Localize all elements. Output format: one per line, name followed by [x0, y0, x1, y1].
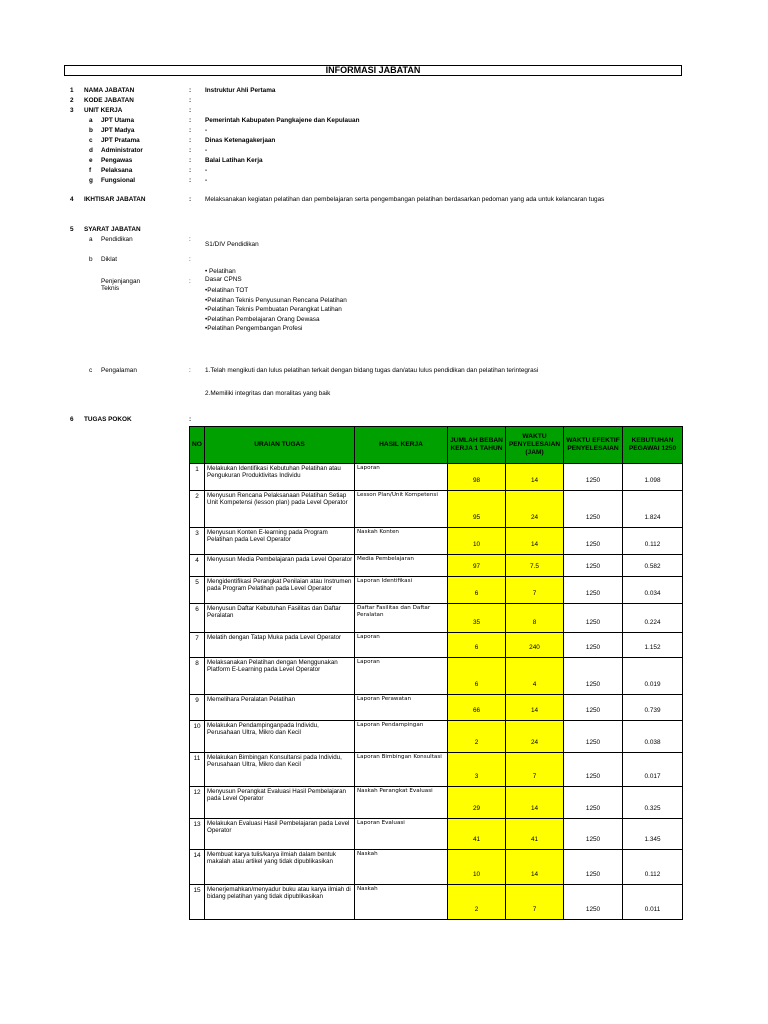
- cell-beban: 66: [448, 695, 506, 721]
- table-row: [190, 753, 683, 787]
- cell-uraian: Mengidentifikasi Perangkat Penilaian atau Instrumen pada Program Pelatihan pada Level Operator: [205, 577, 355, 604]
- unit-letter: a: [89, 117, 93, 124]
- field-num: 1: [70, 87, 74, 94]
- ikhtisar-num: 4: [70, 196, 74, 203]
- cell-waktu: 24: [506, 491, 564, 528]
- unit-label: Pelaksana: [101, 167, 133, 174]
- cell-efektif: 1250: [564, 528, 623, 555]
- cell-efektif: 1250: [564, 604, 623, 633]
- unit-letter: f: [89, 167, 92, 174]
- cell-kebutuhan: 0.011: [623, 885, 683, 920]
- field-value-nama-jabatan: Instruktur Ahli Pertama: [205, 87, 276, 94]
- teknis-label: Teknis: [101, 285, 120, 292]
- field-label-unit-kerja: UNIT KERJA: [84, 107, 123, 114]
- pendidikan-label: Pendidikan: [101, 236, 133, 243]
- unit-letter: g: [89, 177, 93, 184]
- teknis-item: •Pelatihan Teknis Penyusunan Rencana Pelatihan: [205, 296, 347, 304]
- cell-kebutuhan: 0.224: [623, 604, 683, 633]
- table-row: [190, 528, 683, 555]
- cell-efektif: 1250: [564, 555, 623, 577]
- cell-uraian: Memelihara Peralatan Pelatihan: [205, 695, 355, 721]
- colon: :: [189, 367, 191, 374]
- syarat-num: 5: [70, 226, 74, 233]
- field-label-kode-jabatan: KODE JABATAN: [84, 97, 134, 104]
- cell-efektif: 1250: [564, 577, 623, 604]
- header-beban: JUMLAH BEBAN KERJA 1 TAHUN: [448, 427, 506, 464]
- field-colons: [189, 86, 191, 116]
- cell-waktu: 240: [506, 633, 564, 658]
- cell-beban: 6: [448, 633, 506, 658]
- cell-kebutuhan: 1.098: [623, 464, 683, 491]
- cell-waktu: 14: [506, 695, 564, 721]
- cell-hasil: Laporan Identifikasi: [355, 577, 448, 604]
- cell-efektif: 1250: [564, 753, 623, 787]
- table-row: [190, 555, 683, 577]
- unit-letter: b: [89, 127, 93, 134]
- cell-kebutuhan: 0.034: [623, 577, 683, 604]
- pendidikan-value: S1/DIV Pendidikan: [205, 241, 259, 248]
- cell-kebutuhan: 0.038: [623, 721, 683, 753]
- colon: :: [189, 137, 192, 144]
- diklat-label: Diklat: [101, 256, 117, 263]
- cell-beban: 98: [448, 464, 506, 491]
- cell-beban: 2: [448, 721, 506, 753]
- penjenjangan-value-2: Dasar CPNS: [205, 276, 242, 283]
- cell-efektif: 1250: [564, 695, 623, 721]
- cell-no: 1: [190, 464, 205, 491]
- syarat-label: SYARAT JABATAN: [84, 226, 141, 233]
- colon: :: [189, 147, 192, 154]
- cell-efektif: 1250: [564, 633, 623, 658]
- cell-no: 5: [190, 577, 205, 604]
- header-kebutuhan: KEBUTUHAN PEGAWAI 1250: [623, 427, 683, 464]
- cell-uraian: Menyusun Rencana Pelaksanaan Pelatihan Setiap Unit Kompetensi (lesson plan) pada Level Operator: [205, 491, 355, 528]
- tugas-num: 6: [70, 416, 74, 423]
- table-row: [190, 464, 683, 491]
- pendidikan-letter: a: [89, 236, 93, 243]
- unit-value: Balai Latihan Kerja: [205, 157, 263, 164]
- cell-kebutuhan: 0.582: [623, 555, 683, 577]
- cell-no: 8: [190, 658, 205, 695]
- header-waktu: WAKTU PENYELESAIAN (JAM): [506, 427, 564, 464]
- tasks-table: [189, 426, 683, 920]
- cell-waktu: 14: [506, 464, 564, 491]
- cell-hasil: Laporan Bimbingan Konsultasi: [355, 753, 448, 787]
- cell-hasil: Naskah Konten: [355, 528, 448, 555]
- cell-waktu: 7.5: [506, 555, 564, 577]
- cell-no: 15: [190, 885, 205, 920]
- cell-beban: 97: [448, 555, 506, 577]
- unit-value: -: [205, 127, 208, 134]
- cell-waktu: 7: [506, 753, 564, 787]
- cell-waktu: 7: [506, 577, 564, 604]
- diklat-letter: b: [89, 256, 93, 263]
- cell-no: 12: [190, 787, 205, 819]
- colon: :: [189, 196, 192, 203]
- unit-value: -: [205, 177, 208, 184]
- cell-no: 9: [190, 695, 205, 721]
- cell-efektif: 1250: [564, 850, 623, 885]
- cell-no: 7: [190, 633, 205, 658]
- cell-uraian: Melakukan Bimbingan Konsultansi pada Individu, Perusahaan Ultra, Mikro dan Kecil: [205, 753, 355, 787]
- cell-beban: 3: [448, 753, 506, 787]
- cell-hasil: Laporan Perawatan: [355, 695, 448, 721]
- field-value-kode-jabatan: [205, 96, 275, 106]
- unit-label: Administrator: [101, 147, 143, 154]
- colon: :: [189, 416, 192, 423]
- cell-hasil: Laporan: [355, 658, 448, 695]
- cell-no: 10: [190, 721, 205, 753]
- cell-uraian: Menyusun Media Pembelajaran pada Level Operator: [205, 555, 355, 577]
- teknis-item: •Pelatihan Pembelajaran Orang Dewasa: [205, 315, 320, 323]
- unit-colons: [189, 116, 191, 186]
- unit-letter: c: [89, 137, 93, 144]
- cell-no: 13: [190, 819, 205, 850]
- unit-label: Pengawas: [101, 157, 133, 164]
- cell-efektif: 1250: [564, 464, 623, 491]
- cell-uraian: Menyusun Perangkat Evaluasi Hasil Pembelajaran pada Level Operator: [205, 787, 355, 819]
- tasks-body: [190, 464, 683, 920]
- teknis-list: [205, 286, 347, 334]
- colon: :: [189, 127, 192, 134]
- cell-no: 2: [190, 491, 205, 528]
- ikhtisar-label: IKHTISAR JABATAN: [84, 196, 146, 203]
- table-row: [190, 819, 683, 850]
- unit-label: JPT Pratama: [101, 137, 140, 144]
- field-value-unit-kerja: [205, 106, 275, 116]
- cell-hasil: Laporan Pendampingan: [355, 721, 448, 753]
- unit-value: Dinas Ketenagakerjaan: [205, 137, 276, 144]
- header-uraian: URAIAN TUGAS: [205, 427, 355, 464]
- colon: :: [189, 157, 192, 164]
- cell-uraian: Menyusun Daftar Kebutuhan Fasilitas dan Daftar Peralatan: [205, 604, 355, 633]
- teknis-item: •Pelatihan Teknis Pembuatan Perangkat Latihan: [205, 306, 342, 313]
- unit-label: JPT Madya: [101, 127, 135, 134]
- cell-waktu: 14: [506, 787, 564, 819]
- pengalaman-item-1: 1.Telah mengikuti dan lulus pelatihan terkait dengan bidang tugas dan/atau lulus pendidikan dan pelatihan terintegrasi: [205, 367, 539, 374]
- cell-waktu: 24: [506, 721, 564, 753]
- table-row: [190, 695, 683, 721]
- colon: :: [189, 87, 192, 94]
- cell-hasil: Naskah: [355, 850, 448, 885]
- header-hasil: HASIL KERJA: [355, 427, 448, 464]
- cell-uraian: Melakukan Evaluasi Hasil Pembelajaran pada Level Operator: [205, 819, 355, 850]
- table-row: [190, 604, 683, 633]
- cell-efektif: 1250: [564, 787, 623, 819]
- cell-waktu: 4: [506, 658, 564, 695]
- cell-waktu: 7: [506, 885, 564, 920]
- cell-no: 3: [190, 528, 205, 555]
- cell-beban: 6: [448, 577, 506, 604]
- penjenjangan-value-1: • Pelatihan: [205, 268, 236, 275]
- cell-uraian: Melakukan Pendampinganpada Individu, Perusahaan Ultra, Mikro dan Kecil: [205, 721, 355, 753]
- cell-hasil: Laporan Evaluasi: [355, 819, 448, 850]
- cell-beban: 10: [448, 528, 506, 555]
- colon: :: [189, 97, 192, 104]
- tugas-label: TUGAS POKOK: [84, 416, 132, 423]
- cell-uraian: Menyusun Konten E-learning pada Program Pelatihan pada Level Operator: [205, 528, 355, 555]
- unit-letter: d: [89, 147, 93, 154]
- table-header-row: [190, 427, 683, 464]
- colon: :: [189, 278, 191, 285]
- cell-uraian: Melatih dengan Tatap Muka pada Level Operator: [205, 633, 355, 658]
- cell-no: 14: [190, 850, 205, 885]
- teknis-item: •Pelatihan Pengembangan Profesi: [205, 325, 303, 332]
- unit-labels: [101, 116, 143, 186]
- header-efektif: WAKTU EFEKTIF PENYELESAIAN: [564, 427, 623, 464]
- table-row: [190, 850, 683, 885]
- cell-beban: 41: [448, 819, 506, 850]
- cell-kebutuhan: 0.019: [623, 658, 683, 695]
- cell-efektif: 1250: [564, 819, 623, 850]
- table-row: [190, 633, 683, 658]
- cell-kebutuhan: 0.325: [623, 787, 683, 819]
- cell-kebutuhan: 0.112: [623, 850, 683, 885]
- cell-no: 4: [190, 555, 205, 577]
- header-no: NO: [190, 427, 205, 464]
- penjenjangan-label: Penjenjangan: [101, 278, 141, 285]
- cell-kebutuhan: 0.017: [623, 753, 683, 787]
- teknis-item: •Pelatihan TOT: [205, 287, 249, 294]
- table-row: [190, 577, 683, 604]
- cell-waktu: 14: [506, 528, 564, 555]
- cell-no: 6: [190, 604, 205, 633]
- table-row: [190, 885, 683, 920]
- field-numbers: [70, 86, 74, 116]
- cell-efektif: 1250: [564, 491, 623, 528]
- cell-beban: 29: [448, 787, 506, 819]
- cell-hasil: Daftar Fasilitas dan Daftar Peralatan: [355, 604, 448, 633]
- cell-hasil: Media Pembelajaran: [355, 555, 448, 577]
- field-num: 2: [70, 97, 74, 104]
- unit-value: Pemerintah Kabupaten Pangkajene dan Kepulauan: [205, 117, 360, 124]
- cell-efektif: 1250: [564, 885, 623, 920]
- cell-hasil: Naskah Perangkat Evaluasi: [355, 787, 448, 819]
- colon: :: [189, 107, 192, 114]
- cell-kebutuhan: 0.739: [623, 695, 683, 721]
- colon: :: [189, 177, 192, 184]
- unit-value: -: [205, 147, 208, 154]
- cell-hasil: Laporan: [355, 633, 448, 658]
- ikhtisar-value: Melaksanakan kegiatan pelatihan dan pembelajaran serta pengembangan pelatihan berdasarkan pedoman yang ada untuk kelancaran tugas: [205, 196, 605, 203]
- cell-beban: 2: [448, 885, 506, 920]
- cell-uraian: Melaksanakan Pelatihan dengan Menggunakan Platform E-Learning pada Level Operator: [205, 658, 355, 695]
- cell-waktu: 8: [506, 604, 564, 633]
- cell-hasil: Laporan: [355, 464, 448, 491]
- pengalaman-item-2: 2.Memiliki integritas dan moralitas yang baik: [205, 390, 331, 397]
- cell-beban: 6: [448, 658, 506, 695]
- colon: :: [189, 167, 192, 174]
- cell-kebutuhan: 0.112: [623, 528, 683, 555]
- cell-beban: 95: [448, 491, 506, 528]
- table-row: [190, 658, 683, 695]
- cell-waktu: 41: [506, 819, 564, 850]
- cell-hasil: Lesson Plan/Unit Kompetensi: [355, 491, 448, 528]
- cell-uraian: Menerjemahkan/menyadur buku atau karya ilmiah di bidang pelatihan yang tidak dipublikasikan: [205, 885, 355, 920]
- unit-letters: [89, 116, 93, 186]
- unit-letter: e: [89, 157, 93, 164]
- field-labels: [84, 86, 134, 116]
- cell-uraian: Melakukan Identifikasi Kebutuhan Pelatihan atau Pengukuran Produktivitas Individu: [205, 464, 355, 491]
- cell-kebutuhan: 1.824: [623, 491, 683, 528]
- unit-label: JPT Utama: [101, 117, 135, 124]
- table-row: [190, 491, 683, 528]
- cell-kebutuhan: 1.345: [623, 819, 683, 850]
- cell-waktu: 14: [506, 850, 564, 885]
- pengalaman-letter: c: [89, 367, 93, 374]
- unit-values: [205, 116, 359, 186]
- pengalaman-label: Pengalaman: [101, 367, 137, 374]
- cell-hasil: Naskah: [355, 885, 448, 920]
- cell-beban: 10: [448, 850, 506, 885]
- colon: :: [189, 236, 191, 243]
- table-row: [190, 721, 683, 753]
- cell-efektif: 1250: [564, 721, 623, 753]
- cell-kebutuhan: 1.152: [623, 633, 683, 658]
- cell-beban: 35: [448, 604, 506, 633]
- cell-efektif: 1250: [564, 658, 623, 695]
- unit-value: -: [205, 167, 208, 174]
- document-title: INFORMASI JABATAN: [64, 65, 682, 76]
- cell-no: 11: [190, 753, 205, 787]
- field-values: [205, 86, 275, 116]
- field-num: 3: [70, 107, 74, 114]
- colon: :: [189, 117, 192, 124]
- table-row: [190, 787, 683, 819]
- unit-label: Fungsional: [101, 177, 136, 184]
- cell-uraian: Membuat karya tulis/karya ilmiah dalam bentuk makalah atau artikel yang tidak dipublikasikan: [205, 850, 355, 885]
- field-label-nama-jabatan: NAMA JABATAN: [84, 87, 135, 94]
- colon: :: [189, 256, 191, 263]
